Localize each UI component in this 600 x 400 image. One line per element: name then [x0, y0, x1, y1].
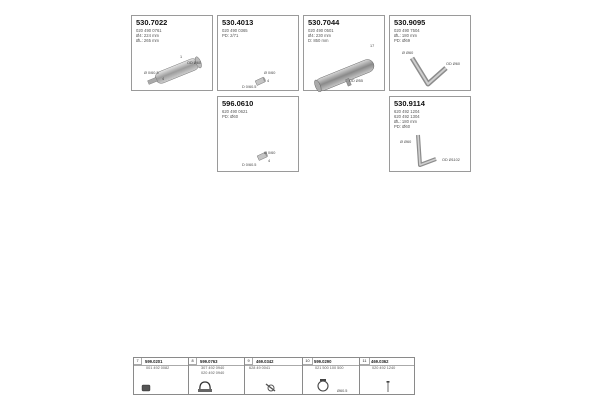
bent-pipe-drawing: [390, 16, 472, 92]
hanger-icon: [245, 358, 303, 394]
part-card-530-4013[interactable]: [217, 15, 299, 91]
part-spec-line: ØL: 180 mm: [394, 119, 418, 124]
part-number: 530.9095: [394, 18, 426, 27]
part-spec-line: 620 492 1204: [394, 109, 420, 114]
accessories-strip: [133, 357, 415, 395]
part-spec-line: PD: 2/71: [222, 33, 239, 38]
dimension-label: OD Ø60: [446, 62, 460, 66]
part-spec-line: 620 492 1304: [394, 114, 420, 119]
callout-label: 4: [268, 159, 271, 163]
oem-number: 628 49 0041: [249, 366, 271, 370]
callout-label: 4: [162, 77, 165, 81]
part-number: 530.9114: [394, 99, 425, 108]
accessory-code: 599.0201: [145, 359, 163, 364]
position-number: 10: [303, 358, 313, 365]
part-spec-line: PD: Ø69: [394, 38, 411, 43]
dimension-label: Ø 0/60.5: [144, 71, 159, 75]
part-spec-line: D: 850 mm: [308, 38, 329, 43]
callout-label: 4: [267, 79, 270, 83]
accessory-code: 469.0342: [256, 359, 274, 364]
dimension-label: Ø 0/60: [264, 71, 276, 75]
oem-number: 020 492 1240: [372, 366, 396, 370]
part-spec-line: 020 490 0365: [222, 28, 248, 33]
bent-pipe-drawing: [390, 97, 472, 173]
accessory-code: 599.0763: [200, 359, 218, 364]
accessory-code: 469.0362: [371, 359, 389, 364]
oem-number: 021 500 100 500: [315, 366, 344, 370]
part-number: 596.0610: [222, 99, 254, 108]
part-number: 530.7022: [136, 18, 168, 27]
dimension-label: D 0/60.5: [242, 163, 257, 167]
part-spec-line: 620 490 0621: [222, 109, 248, 114]
bolt-icon: [360, 358, 414, 394]
dimension-label: OD Ø60: [187, 61, 201, 65]
accessory-code: 599.0290: [314, 359, 332, 364]
band-clamp-icon: [303, 358, 360, 394]
accessory-item[interactable]: [245, 358, 303, 394]
part-card-596-0610[interactable]: [217, 96, 299, 172]
part-card-530-7044[interactable]: [303, 15, 385, 91]
part-card-530-7022[interactable]: [131, 15, 213, 91]
dimension-label: Ø60.5: [337, 389, 348, 393]
callout-label: 17: [370, 44, 375, 48]
part-spec-line: ØL: 180 mm: [394, 33, 418, 38]
part-number: 530.7044: [308, 18, 340, 27]
dimension-label: D 0/60.5: [242, 85, 257, 89]
accessory-item[interactable]: [189, 358, 245, 394]
oem-number: 001 492 0082: [146, 366, 170, 370]
dimension-label: Ø Ø60: [402, 51, 414, 55]
part-spec-line: PD: Ø60: [222, 114, 239, 119]
position-number: 9: [245, 358, 253, 365]
part-card-530-9114[interactable]: [389, 96, 471, 172]
u-bolt-clamp-icon: [189, 358, 245, 394]
clamp-ring-icon: [134, 358, 189, 394]
part-spec-line: 020 490 0761: [136, 28, 162, 33]
part-spec-line: Ø4: 230 mm: [308, 33, 332, 38]
dimension-label: OD Ø1102: [442, 158, 460, 162]
dimension-label: Ø Ø60: [400, 140, 412, 144]
position-number: 11: [360, 358, 370, 365]
part-spec-line: ØL: 265 mm: [136, 38, 160, 43]
dimension-label: Ø 0/60: [264, 151, 276, 155]
silencer-drawing: [304, 16, 386, 92]
part-spec-line: 020 490 0501: [308, 28, 334, 33]
part-number: 530.4013: [222, 18, 254, 27]
part-spec-line: PD: Ø60: [394, 124, 411, 129]
accessory-item[interactable]: [303, 358, 360, 394]
accessory-item[interactable]: [360, 358, 414, 394]
oem-number: 307 492 0940: [201, 366, 225, 370]
pipe-connector-drawing: [218, 97, 300, 173]
pipe-connector-drawing: [218, 16, 300, 92]
muffler-drawing: [132, 16, 214, 92]
callout-label: 1: [180, 55, 183, 59]
position-number: 8: [189, 358, 197, 365]
dimension-label: OD Ø55: [349, 79, 363, 83]
part-spec-line: Ø4: 224 mm: [136, 33, 160, 38]
part-card-530-9095[interactable]: [389, 15, 471, 91]
part-spec-line: 020 490 7504: [394, 28, 420, 33]
oem-number: 020 492 0940: [201, 371, 225, 375]
position-number: 7: [134, 358, 142, 365]
accessory-item[interactable]: [134, 358, 189, 394]
